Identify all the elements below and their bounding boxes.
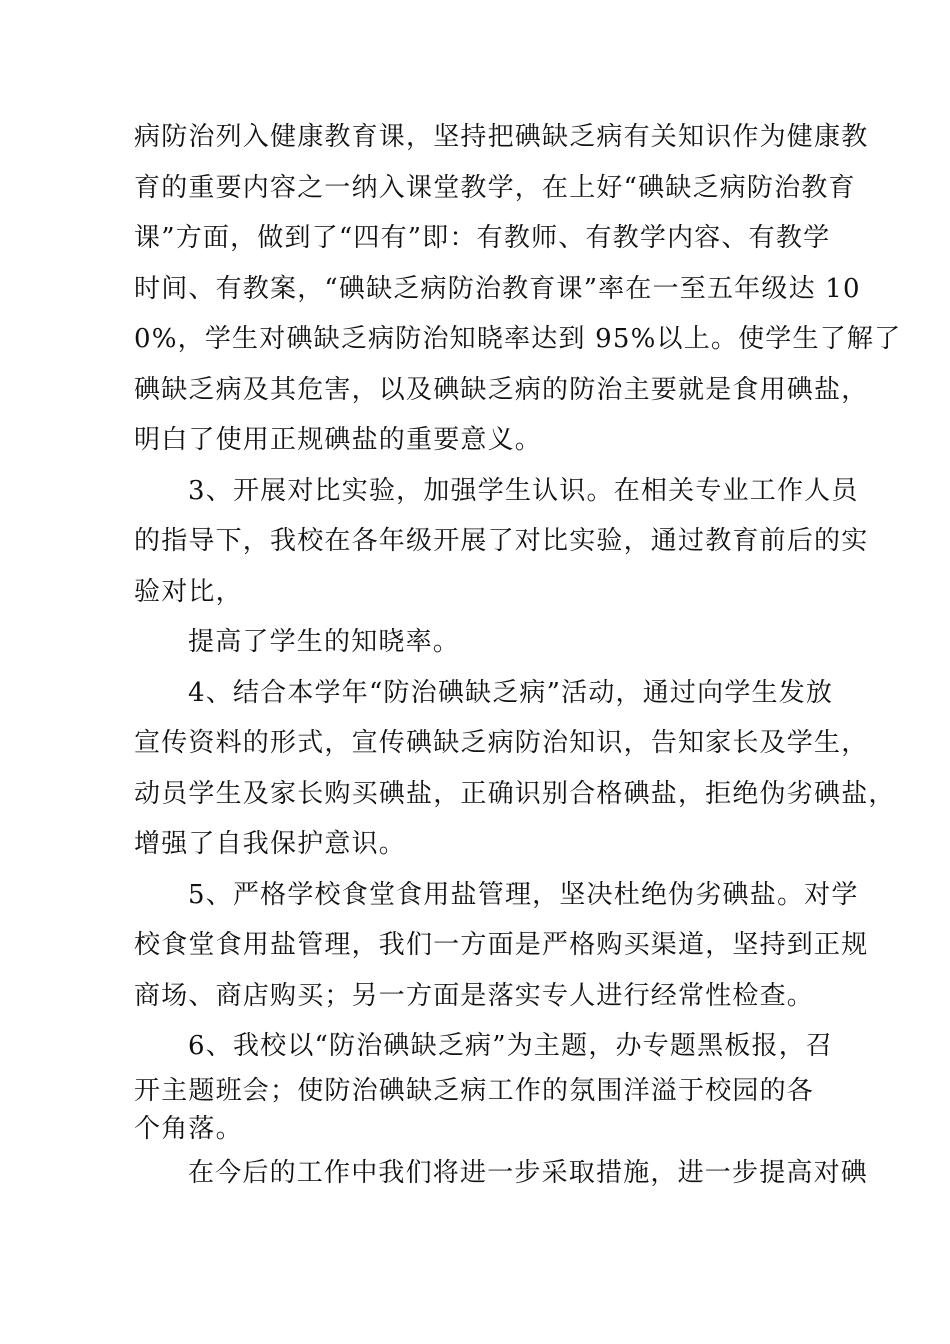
text-line: 育的重要内容之一纳入课堂教学，在上好“碘缺乏病防治教育 — [134, 172, 856, 203]
text-line: 明白了使用正规碘盐的重要意义。 — [134, 425, 543, 455]
paragraph-4-start: 4、结合本学年“防治碘缺乏病”活动，通过向学生发放 — [188, 677, 834, 708]
text-line: 碘缺乏病及其危害，以及碘缺乏病的防治主要就是食用碘盐， — [134, 374, 869, 405]
paragraph-5-start: 5、严格学校食堂食用盐管理，坚决杜绝伪劣碘盐。对学 — [188, 879, 859, 910]
document-body — [134, 112, 902, 1198]
text-line: 时间、有教案，“碘缺乏病防治教育课”率在一至五年级达 10 — [134, 273, 861, 304]
text-line: 个角落。 — [134, 1113, 243, 1144]
text-line: 商场、商店购买；另一方面是落实专人进行经常性检查。 — [134, 980, 815, 1011]
text-line: 的指导下，我校在各年级开展了对比实验，通过教育前后的实 — [134, 526, 869, 556]
closing-paragraph-start: 在今后的工作中我们将进一步采取措施，进一步提高对碘 — [188, 1157, 869, 1188]
text-line: 提高了学生的知晓率。 — [188, 627, 461, 657]
text-line: 课”方面，做到了“四有”即：有教师、有教学内容、有教学 — [134, 223, 831, 253]
text-line: 0%，学生对碘缺乏病防治知晓率达到 95%以上。使学生了解了 — [134, 324, 902, 354]
text-line: 病防治列入健康教育课，坚持把碘缺乏病有关知识作为健康教 — [134, 122, 869, 152]
text-line: 增强了自我保护意识。 — [134, 829, 407, 859]
text-line: 宣传资料的形式，宣传碘缺乏病防治知识，告知家长及学生， — [134, 728, 869, 758]
paragraph-3-start: 3、开展对比实验，加强学生认识。在相关专业工作人员 — [188, 475, 859, 506]
text-line: 动员学生及家长购买碘盐，正确识别合格碘盐，拒绝伪劣碘盐， — [134, 778, 896, 809]
text-line: 验对比， — [134, 576, 243, 607]
text-line: 校食堂食用盐管理，我们一方面是严格购买渠道，坚持到正规 — [134, 930, 869, 960]
paragraph-6-start: 6、我校以“防治碘缺乏病”为主题，办专题黑板报，召 — [188, 1031, 834, 1061]
text-line: 开主题班会；使防治碘缺乏病工作的氛围洋溢于校园的各 — [134, 1075, 815, 1106]
